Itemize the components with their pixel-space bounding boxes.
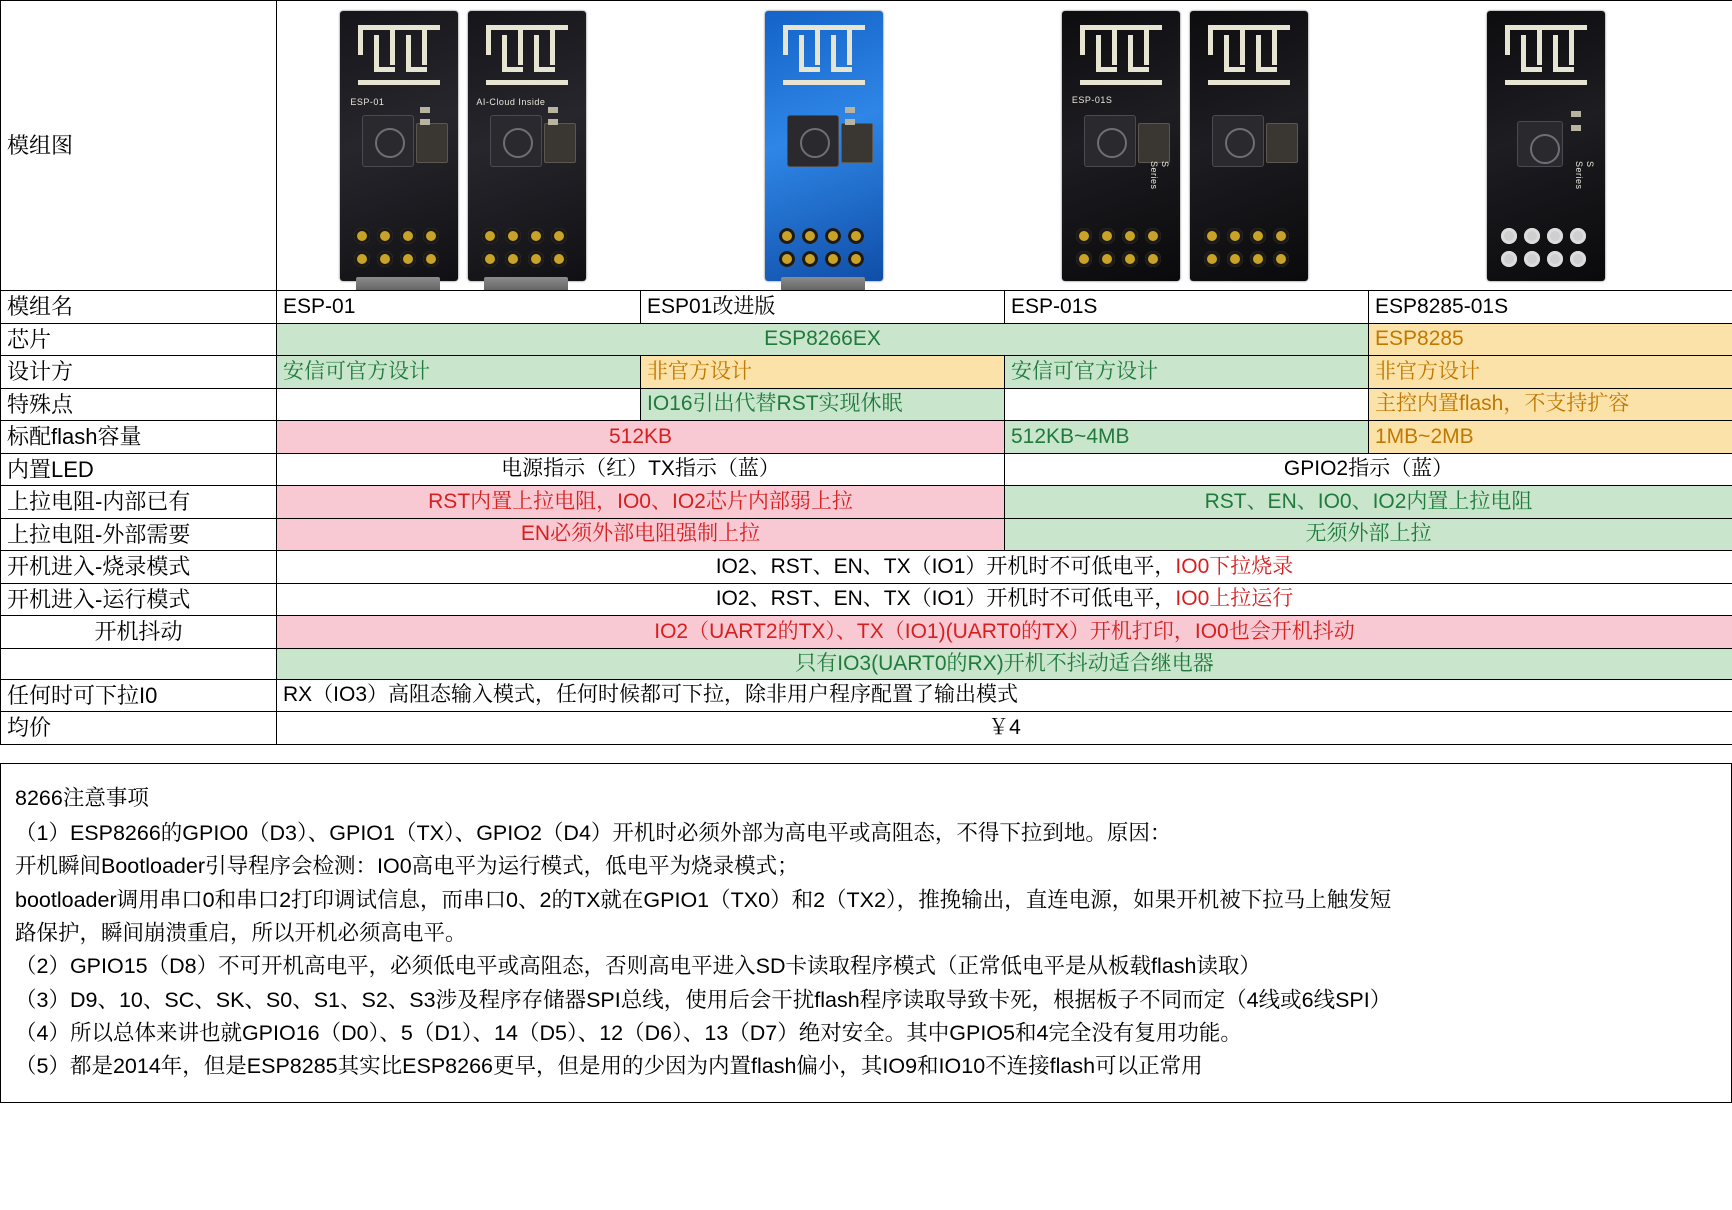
notes-line-4: 路保护，瞬间崩溃重启，所以开机必须高电平。	[15, 921, 467, 945]
cell-led-1: 电源指示（红）TX指示（蓝）	[277, 453, 1005, 486]
cell-chip-esp8266ex: ESP8266EX	[277, 323, 1369, 356]
boot-flash-mode-text: IO2、RST、EN、TX（IO1）开机时不可低电平，	[715, 554, 1176, 578]
row-label-boot-flash-mode: 开机进入-烧录模式	[1, 551, 277, 584]
table-row-boot-glitch	[1, 616, 1732, 649]
row-label-external-pullup: 上拉电阻-外部需要	[1, 518, 277, 551]
board-silkscreen-label: AI-Cloud Inside	[476, 96, 546, 107]
row-label-average-price: 均价	[1, 712, 277, 745]
row-label-builtin-led: 内置LED	[1, 453, 277, 486]
table-row-chip	[1, 323, 1732, 356]
table-row-boot-flash-mode	[1, 551, 1732, 584]
table-row-external-pullup	[1, 518, 1732, 551]
row-label-module-image: 模组图	[1, 1, 277, 291]
boot-flash-mode-highlight: IO0下拉烧录	[1175, 554, 1294, 578]
cell-boot-flash-mode	[277, 551, 1732, 584]
row-label-chip: 芯片	[1, 323, 277, 356]
table-row-builtin-led	[1, 453, 1732, 486]
row-label-flash-size: 标配flash容量	[1, 421, 277, 454]
row-label-module-name: 模组名	[1, 291, 277, 324]
notes-title: 8266注意事项	[15, 785, 149, 810]
notes-line-7: （4）所以总体来讲也就GPIO16（D0）、5（D1）、14（D5）、12（D6）、13（D7）绝对安全。其中GPIO5和4完全没有复用功能。	[15, 1020, 1242, 1045]
cell-boot-glitch-line1: IO2（UART2的TX）、TX（IO1)(UART0的TX）开机打印，IO0也会开机抖动	[277, 616, 1732, 649]
table-row-designer	[1, 356, 1732, 389]
cell-designer-3: 安信可官方设计	[1005, 356, 1369, 389]
notes-line-8: （5）都是2014年，但是ESP8285其实比ESP8266更早，但是用的少因为内置flash偏小，其IO9和IO10不连接flash可以正常用	[15, 1054, 1203, 1079]
cell-internal-pullup-1: RST内置上拉电阻，IO0、IO2芯片内部弱上拉	[277, 486, 1005, 519]
cell-led-2: GPIO2指示（蓝）	[1005, 453, 1732, 486]
table-row-boot-run-mode	[1, 583, 1732, 616]
cell-special-4: 主控内置flash，不支持扩容	[1369, 388, 1732, 421]
cell-designer-1: 安信可官方设计	[277, 356, 641, 389]
row-label-always-pulldown: 任何时可下拉I0	[1, 679, 277, 712]
module-photo-strip	[277, 1, 1732, 291]
cell-external-pullup-2: 无须外部上拉	[1005, 518, 1732, 551]
cell-flash-512kb-4mb: 512KB~4MB	[1005, 421, 1369, 454]
boot-run-mode-highlight: IO0上拉运行	[1175, 587, 1294, 611]
cell-flash-1mb-2mb: 1MB~2MB	[1369, 421, 1732, 454]
cell-always-pulldown: RX（IO3）高阻态输入模式，任何时候都可下拉，除非用户程序配置了输出模式	[277, 679, 1732, 712]
table-row-module-name	[1, 291, 1732, 324]
cell-module-name-2: ESP01改进版	[641, 291, 1005, 324]
notes-line-2: 开机瞬间Bootloader引导程序会检测：IO0高电平为运行模式，低电平为烧录模式；	[15, 854, 799, 879]
cell-internal-pullup-2: RST、EN、IO0、IO2内置上拉电阻	[1005, 486, 1732, 519]
row-label-boot-run-mode: 开机进入-运行模式	[1, 583, 277, 616]
row-label-boot-glitch: 开机抖动	[1, 616, 277, 649]
row-label-internal-pullup: 上拉电阻-内部已有	[1, 486, 277, 519]
board-side-silkscreen: S Series	[1148, 160, 1170, 190]
cell-special-2: IO16引出代替RST实现休眠	[641, 388, 1005, 421]
table-row-boot-glitch-second	[1, 648, 1732, 679]
table-row-internal-pullup	[1, 486, 1732, 519]
row-label-designer: 设计方	[1, 356, 277, 389]
boot-run-mode-text: IO2、RST、EN、TX（IO1）开机时不可低电平，	[715, 587, 1176, 611]
cell-boot-glitch-line2: 只有IO3(UART0的RX)开机不抖动适合继电器	[277, 648, 1732, 679]
table-row-average-price	[1, 712, 1732, 745]
cell-external-pullup-1: EN必须外部电阻强制上拉	[277, 518, 1005, 551]
table-row-always-pulldown	[1, 679, 1732, 712]
board-silkscreen-label: ESP-01S	[1071, 94, 1113, 105]
table-row-special	[1, 388, 1732, 421]
cell-designer-4: 非官方设计	[1369, 356, 1732, 389]
row-label-special: 特殊点	[1, 388, 277, 421]
board-side-silkscreen: S Series	[1573, 160, 1595, 190]
board-photo-esp01	[283, 3, 644, 288]
section-gap	[0, 745, 1732, 763]
board-photo-esp01-improved	[644, 3, 1005, 288]
notes-line-3: bootloader调用串口0和串口2打印调试信息，而串口0、2的TX就在GPIO1（TX0）和2（TX2），推挽输出，直连电源，如果开机被下拉马上触发短	[15, 887, 1392, 912]
board-silkscreen-label: ESP-01	[350, 96, 385, 107]
notes-line-5: （2）GPIO15（D8）不可开机高电平，必须低电平或高阻态，否则高电平进入SD卡读取程序模式（正常低电平是从板载flash读取）	[15, 954, 1261, 979]
cell-special-3	[1005, 388, 1369, 421]
notes-line-1: （1）ESP8266的GPIO0（D3）、GPIO1（TX）、GPIO2（D4）开机时必须外部为高电平或高阻态，不得下拉到地。原因：	[15, 821, 1172, 846]
row-label-boot-glitch-cont	[1, 648, 277, 679]
notes-line-6: （3）D9、10、SC、SK、S0、S1、S2、S3涉及程序存储器SPI总线，使用后会干扰flash程序读取导致卡死，根据板子不同而定（4线或6线SPI）	[15, 987, 1392, 1012]
board-photo-esp8285-01s	[1365, 3, 1726, 288]
cell-boot-run-mode	[277, 583, 1732, 616]
cell-module-name-3: ESP-01S	[1005, 291, 1369, 324]
cell-designer-2: 非官方设计	[641, 356, 1005, 389]
table-row-module-images	[1, 1, 1732, 291]
cell-special-1	[277, 388, 641, 421]
cell-average-price: ￥4	[277, 712, 1732, 745]
cell-flash-512kb: 512KB	[277, 421, 1005, 454]
cell-chip-esp8285: ESP8285	[1369, 323, 1732, 356]
cell-module-name-1: ESP-01	[277, 291, 641, 324]
table-row-flash-size	[1, 421, 1732, 454]
cell-module-name-4: ESP8285-01S	[1369, 291, 1732, 324]
notes-panel	[0, 763, 1732, 1103]
board-photo-esp01s	[1005, 3, 1366, 288]
